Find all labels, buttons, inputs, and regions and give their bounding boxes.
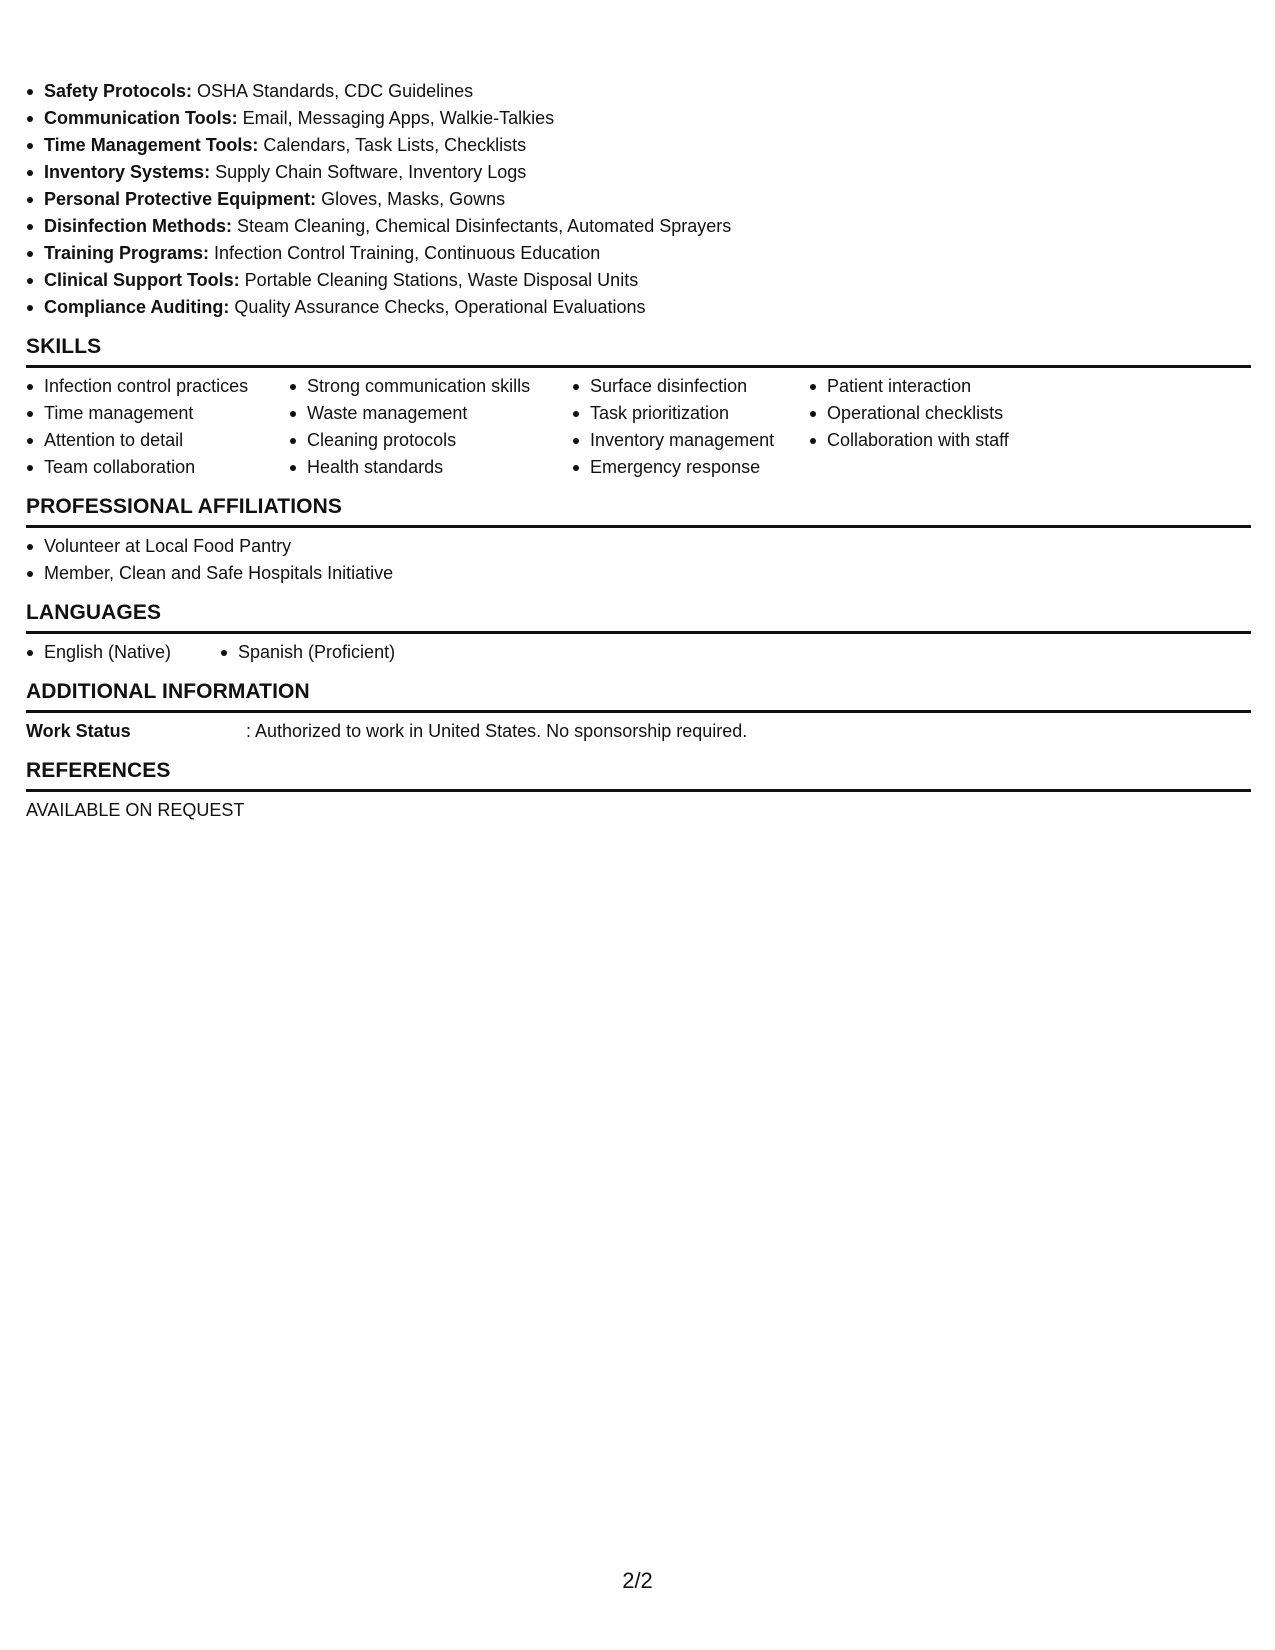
tool-value: Quality Assurance Checks, Operational Evaluations [229,297,646,317]
skills-column [572,373,809,481]
list-item: Task prioritization [572,400,809,427]
section-title: SKILLS [26,335,102,358]
section-divider [26,365,1251,368]
skills-column [26,373,289,481]
list-item: Time management [26,400,289,427]
list-item: Operational checklists [809,400,1069,427]
languages-list [26,639,1251,666]
list-item: Strong communication skills [289,373,572,400]
resume-content [26,78,1251,824]
section-title: ADDITIONAL INFORMATION [26,680,310,703]
tool-label: Communication Tools: [44,108,238,128]
skills-grid [26,373,1251,481]
list-item [26,186,1251,213]
references-section [26,756,1251,824]
list-item: Spanish (Proficient) [220,639,395,666]
list-item: Waste management [289,400,572,427]
page-number: 2/2 [622,1568,653,1593]
section-divider [26,789,1251,792]
tool-value: Supply Chain Software, Inventory Logs [210,162,527,182]
tool-value: OSHA Standards, CDC Guidelines [192,81,474,101]
list-item [26,159,1251,186]
section-divider [26,710,1251,713]
tool-label: Training Programs: [44,243,210,263]
section-title: PROFESSIONAL AFFILIATIONS [26,495,342,518]
list-item: Infection control practices [26,373,289,400]
tool-value: Email, Messaging Apps, Walkie-Talkies [237,108,555,128]
list-item: Member, Clean and Safe Hospitals Initiative [26,560,1251,587]
tool-value: Gloves, Masks, Gowns [316,189,506,209]
languages-section [26,598,1251,666]
list-item [26,213,1251,240]
section-title: LANGUAGES [26,601,162,624]
list-item: Volunteer at Local Food Pantry [26,533,1251,560]
work-status-row [26,718,1251,745]
list-item: Patient interaction [809,373,1069,400]
references-text: AVAILABLE ON REQUEST [26,800,245,820]
list-item: Collaboration with staff [809,427,1069,454]
tool-label: Inventory Systems: [44,162,211,182]
tool-value: Steam Cleaning, Chemical Disinfectants, Automated Sprayers [232,216,732,236]
list-item [26,78,1251,105]
list-item: Attention to detail [26,427,289,454]
list-item: Inventory management [572,427,809,454]
tools-list [26,78,1251,321]
skills-section [26,332,1251,481]
tool-label: Compliance Auditing: [44,297,230,317]
section-divider [26,525,1251,528]
list-item [26,294,1251,321]
tool-value: Infection Control Training, Continuous Education [209,243,601,263]
section-title: REFERENCES [26,759,171,782]
list-item: Emergency response [572,454,809,481]
tool-value: Portable Cleaning Stations, Waste Disposal Units [239,270,639,290]
tool-label: Personal Protective Equipment: [44,189,317,209]
skills-column [289,373,572,481]
list-item [26,105,1251,132]
tool-label: Time Management Tools: [44,135,259,155]
list-item [26,267,1251,294]
work-status-label: Work Status [26,721,131,741]
skills-column [809,373,1069,481]
list-item: English (Native) [26,639,220,666]
affiliations-section [26,492,1251,587]
list-item [26,240,1251,267]
affiliations-list [26,533,1251,587]
list-item: Team collaboration [26,454,289,481]
list-item: Surface disinfection [572,373,809,400]
list-item [26,132,1251,159]
tool-label: Disinfection Methods: [44,216,232,236]
tool-value: Calendars, Task Lists, Checklists [258,135,527,155]
list-item: Health standards [289,454,572,481]
tool-label: Clinical Support Tools: [44,270,240,290]
list-item: Cleaning protocols [289,427,572,454]
additional-info-section [26,677,1251,745]
section-divider [26,631,1251,634]
tool-label: Safety Protocols: [44,81,193,101]
work-status-value: : Authorized to work in United States. No sponsorship required. [246,721,748,741]
